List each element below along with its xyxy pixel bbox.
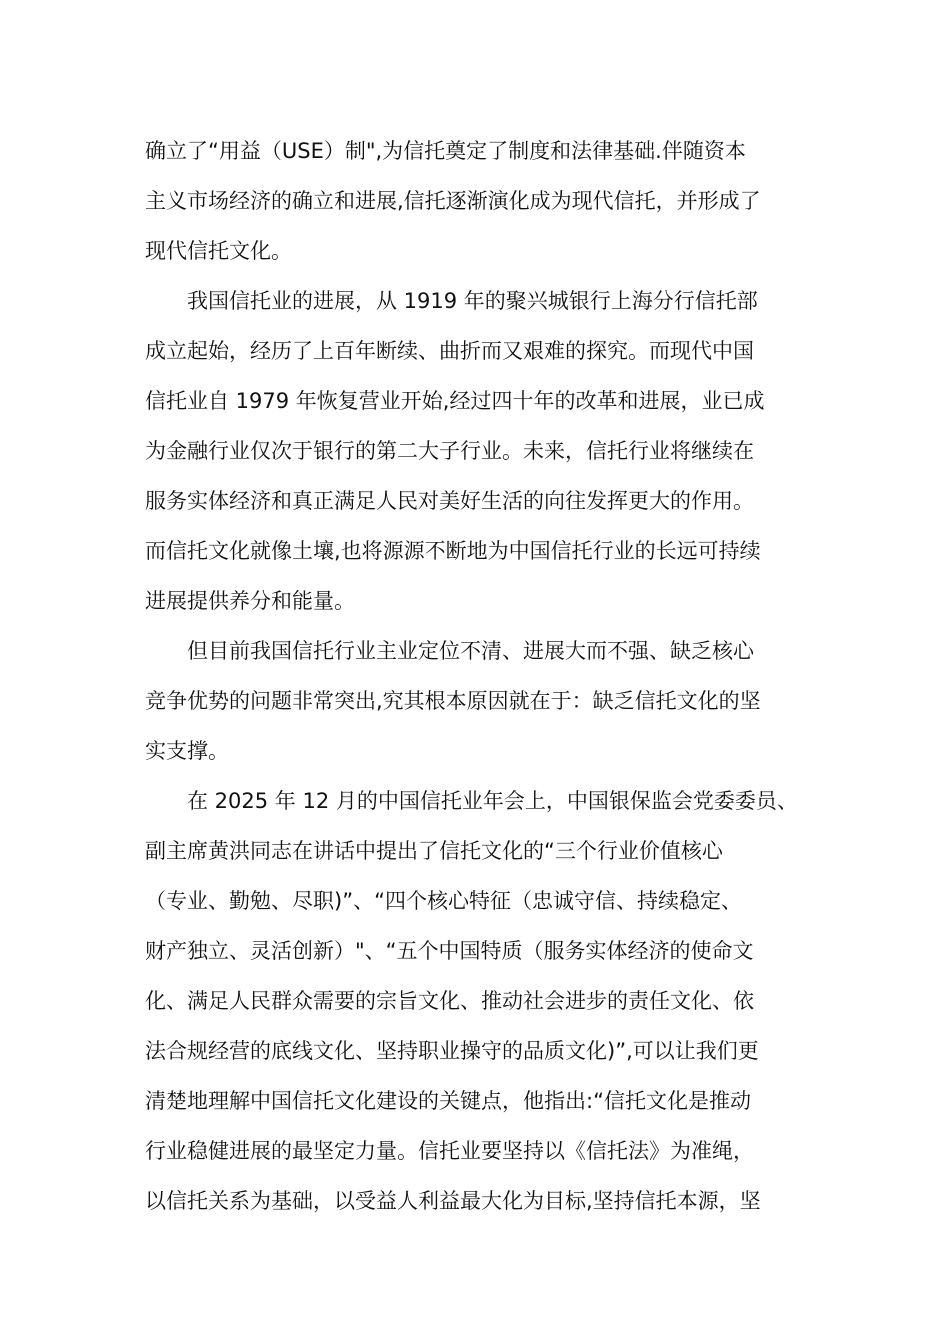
text-line: 化、满足人民群众需要的宗旨文化、推动社会进步的责任文化、依 — [145, 989, 754, 1013]
text-line: 为金融行业仅次于银行的第二大子行业。未来，信托行业将继续在 — [145, 439, 754, 463]
text-line: 竞争优势的问题非常突出,究其根本原因就在于：缺乏信托文化的坚 — [145, 689, 761, 713]
text-line: 财产独立、灵活创新）"、“五个中国特质（服务实体经济的使命文 — [145, 939, 754, 963]
text-line: （专业、勤勉、尽职)”、“四个核心特征（忠诚守信、持续稳定、 — [145, 889, 742, 913]
text-line: 服务实体经济和真正满足人民对美好生活的向往发挥更大的作用。 — [145, 489, 754, 513]
text-line: 我国信托业的进展，从 1919 年的聚兴城银行上海分行信托部 — [145, 289, 758, 313]
text-line: 信托业自 1979 年恢复营业开始,经过四十年的改革和进展，业已成 — [145, 389, 765, 413]
text-line: 进展提供养分和能量。 — [145, 589, 355, 613]
text-line: 清楚地理解中国信托文化建设的关键点，他指出:“信托文化是推动 — [145, 1089, 751, 1113]
text-line: 但目前我国信托行业主业定位不清、进展大而不强、缺乏核心 — [145, 639, 754, 663]
text-line: 成立起始，经历了上百年断续、曲折而又艰难的探究。而现代中国 — [145, 339, 754, 363]
text-line: 行业稳健进展的最坚定力量。信托业要坚持以《信托法》为准绳， — [145, 1139, 754, 1163]
text-line: 而信托文化就像土壤,也将源源不断地为中国信托行业的长远可持续 — [145, 539, 761, 563]
text-line: 现代信托文化。 — [145, 239, 292, 263]
text-line: 副主席黄洪同志在讲话中提出了信托文化的“三个行业价值核心 — [145, 839, 723, 863]
text-line: 法合规经营的底线文化、坚持职业操守的品质文化)”,可以让我们更 — [145, 1039, 759, 1063]
text-line: 以信托关系为基础，以受益人利益最大化为目标,坚持信托本源，坚 — [145, 1189, 761, 1213]
document-body — [145, 131, 810, 1231]
text-line: 主义市场经济的确立和进展,信托逐渐演化成为现代信托，并形成了 — [145, 189, 761, 213]
text-line: 实支撑。 — [145, 739, 229, 763]
text-line: 在 2025 年 12 月的中国信托业年会上，中国银保监会党委委员、 — [145, 789, 798, 813]
text-line: 确立了“用益（USE）制",为信托奠定了制度和法律基础.伴随资本 — [145, 139, 746, 163]
